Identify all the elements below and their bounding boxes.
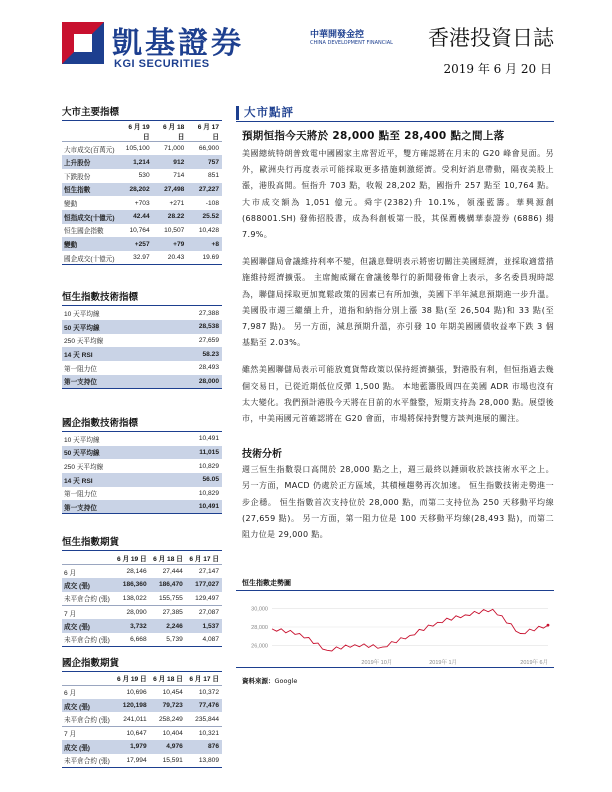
cell: +703 — [134, 199, 150, 207]
row-label: 第一阻力位 — [64, 491, 97, 499]
table-row — [62, 347, 222, 361]
cell: 42.44 — [118, 210, 153, 224]
cell: +271 — [169, 199, 185, 207]
paragraph: 美國聯儲局會議維持利率不變，但議息聲明表示將密切關注美國經濟，並採取適當措施維持經濟擴張。 主席鮑威爾在會議後舉行的新聞發佈會上表示，多名委員現時認為，聯儲局採取更加寬鬆政策的因素已有所加強，美國下半年減息預期進一步升溫。 美國股市週三繼續上升，道指和納指分別上漲 38 點(至 26,504 點)和 33 點(至 7,987 點)。 另一方面，減息預期升溫，亦引發 10 年期美國國債收益率下跌 3 個基點至 2.03%。 — [242, 257, 554, 348]
cell: 129,497 — [195, 594, 219, 602]
cell: 10,372 — [186, 685, 222, 699]
cell: 155,755 — [158, 594, 183, 602]
cell: 56.05 — [163, 473, 223, 487]
cell: 13,809 — [186, 754, 222, 768]
column-header: 6 月 19 日 — [128, 124, 150, 141]
table-row — [62, 754, 222, 768]
chart-source — [242, 676, 297, 685]
cell: 28,090 — [113, 606, 149, 620]
cell: 25.52 — [187, 210, 222, 224]
paragraph: 雖然美國聯儲局表示可能放寬貨幣政策以保持經濟擴張，對港股有利，但恒指過去幾個交易日，已從近期低位反彈 1,500 點。 本地藍籌股周四在美國 ADR 市場也沒有太大變化。我們預計港股今天將在目前的水平盤整，短期支持為 28,000 點。展望後市，中美兩國元首確認將在 G20 會面，市場將保持對雙方談判進展的關注。 — [242, 365, 554, 424]
row-label: 上升股份 — [62, 155, 118, 169]
y-tick-label: 28,000 — [251, 625, 268, 631]
main-commentary — [236, 104, 554, 543]
table-row — [62, 251, 222, 265]
cell: 27,388 — [198, 309, 219, 317]
cell: 120,198 — [113, 699, 149, 713]
cell: 27,227 — [187, 183, 222, 197]
cell: 19.69 — [187, 251, 222, 265]
row-label: 未平倉合約 (張) — [62, 754, 113, 768]
row-label: 第一支持位 — [62, 375, 163, 389]
x-tick-label: 2019年 1月 — [429, 660, 458, 666]
row-label: 恒生指數 — [62, 183, 118, 197]
row-label: 10 天平均線 — [64, 436, 100, 444]
row-label: 大市成交(百萬元) — [62, 142, 118, 156]
x-tick-label: 2019年 10月 — [361, 660, 393, 666]
cell: 10,829 — [198, 462, 219, 470]
cell: +8 — [187, 237, 222, 251]
row-label: 14 天 RSI — [62, 473, 163, 487]
hscei-futures-table — [62, 672, 222, 768]
row-label: 6 月 — [62, 685, 113, 699]
row-label: 未平倉合約 (張) — [62, 633, 113, 647]
cell: 10,404 — [150, 726, 186, 740]
row-label: 250 天平均線 — [64, 338, 104, 346]
hsi-futures-title: 恒生指數期貨 — [62, 534, 222, 551]
cell: 177,027 — [186, 578, 222, 592]
row-label: 50 天平均線 — [62, 320, 163, 334]
table-row — [62, 726, 222, 740]
market-indicators-title: 大市主要指標 — [62, 104, 222, 121]
table-row — [62, 196, 222, 210]
cell: 2,246 — [150, 619, 186, 633]
source-name: Google — [274, 677, 298, 685]
column-header: 6 月 17 日 — [197, 124, 219, 141]
hsi-futures-block — [62, 534, 222, 647]
technical-paragraph: 週三恒生指數裂口高開於 28,000 點之上，週三最終以錘頭收於該技術水平之上。 另一方面，MACD 仍處於正方區域，其積極趨勢再次加速。 恒生指數技術走勢進一步企穩。 恒生指數首次支持位於 28,000 點，而第二支持位為 250 天移動平均線 (27,659 點)。 另一方面，第一阻力位是 100 天移動平均線(28,493 點)，而第二阻力位是 29,000 點。 — [242, 465, 554, 540]
row-label: 10 天平均線 — [64, 311, 100, 319]
cell: 27,498 — [153, 183, 188, 197]
table-row — [62, 237, 222, 251]
cell: 851 — [207, 172, 219, 180]
table-row — [62, 306, 222, 320]
cell: -108 — [205, 199, 219, 207]
table-row — [62, 592, 222, 606]
cell: 235,844 — [195, 715, 219, 723]
table-row — [62, 432, 222, 446]
cell: 10,321 — [186, 726, 222, 740]
cell: 186,470 — [150, 578, 186, 592]
cell: 10,491 — [163, 500, 223, 514]
table-row — [62, 619, 222, 633]
hscei-technical-block — [62, 415, 222, 515]
commentary-header — [236, 104, 554, 122]
cell: 4,976 — [150, 740, 186, 754]
column-header: 6 月 18 日 — [153, 676, 183, 684]
cell: 66,900 — [187, 142, 222, 156]
cell: 28.22 — [153, 210, 188, 224]
cell: 10,507 — [164, 226, 185, 234]
paragraph: 美國總統特朗普致電中國國家主席習近平，雙方確認將在月末的 G20 峰會見面。另外，歐洲央行再度表示可能採取更多措施刺激經濟。受利好消息帶動，隔夜美股上漲，港股高開。恒指升 703 點，收報 28,202 點，國指升 257 點至 10,764 點。大市成交額為 1,051 億元。舜宇(2382)升 10.1%，領漲藍籌。華興源創 (688001.SH) 發佈招股書，成為科創板第一股，其保薦機構華泰證券 (6886) 揚 7.9%。 — [242, 149, 554, 240]
market-indicators-table — [62, 121, 222, 265]
column-header: 6 月 18 日 — [163, 124, 185, 141]
commentary-section-title: 大市點評 — [244, 105, 294, 119]
row-label: 7 月 — [62, 726, 113, 740]
table-row — [62, 564, 222, 578]
cell: 28,493 — [198, 364, 219, 372]
row-label: 7 月 — [62, 606, 113, 620]
table-row — [62, 183, 222, 197]
cell: 10,647 — [113, 726, 149, 740]
cell: 4,087 — [186, 633, 222, 647]
table-row — [62, 685, 222, 699]
hscei-futures-title: 國企指數期貨 — [62, 655, 222, 672]
row-label: 第一支持位 — [62, 500, 163, 514]
cell: 10,764 — [129, 226, 150, 234]
cell: 27,659 — [198, 336, 219, 344]
partner-logo-en: CHINA DEVELOPMENT FINANCIAL — [310, 40, 393, 46]
hsi-futures-table — [62, 551, 222, 647]
table-row — [62, 606, 222, 620]
cell: 876 — [186, 740, 222, 754]
row-label: 恒生國企指數 — [64, 228, 104, 236]
hsi-line-chart — [236, 591, 554, 667]
cell: +257 — [118, 237, 153, 251]
table-row — [62, 446, 222, 460]
column-header: 6 月 17 日 — [189, 676, 219, 684]
brand-name-en: KGI SECURITIES — [114, 58, 210, 70]
row-label: 變動 — [64, 201, 78, 209]
cell: 3,732 — [113, 619, 149, 633]
cell: 714 — [173, 172, 185, 180]
headline: 預期恒指今天將於 28,000 點至 28,400 點之間上落 — [242, 130, 505, 142]
cell: 241,011 — [123, 715, 147, 723]
cell: 15,591 — [150, 754, 186, 768]
cell: 5,739 — [150, 633, 186, 647]
table-row — [62, 487, 222, 501]
cell: 10,696 — [113, 685, 149, 699]
kgi-logo-icon — [62, 22, 104, 64]
column-header: 6 月 19 日 — [116, 555, 147, 563]
table-row — [62, 375, 222, 389]
row-label: 50 天平均線 — [62, 446, 163, 460]
hscei-technical-title: 國企指數技術指標 — [62, 415, 222, 432]
last-point — [547, 624, 550, 627]
table-row — [62, 334, 222, 348]
hscei-futures-block — [62, 655, 222, 768]
cell: 757 — [187, 155, 222, 169]
cell: 27,385 — [150, 606, 186, 620]
table-row — [62, 169, 222, 183]
hsi-technical-table — [62, 306, 222, 389]
table-row — [62, 224, 222, 238]
cell: 32.97 — [118, 251, 153, 265]
left-sidebar — [62, 104, 222, 768]
row-label: 成交 (張) — [62, 740, 113, 754]
table-row — [62, 459, 222, 473]
table-row — [62, 473, 222, 487]
publication-title: 香港投資日誌 — [428, 26, 554, 50]
cell: 27,087 — [186, 606, 222, 620]
cell: 138,022 — [122, 594, 147, 602]
cell: 77,476 — [186, 699, 222, 713]
table-row — [62, 633, 222, 647]
x-tick-label: 2019年 6月 — [520, 660, 549, 666]
table-row — [62, 500, 222, 514]
cell: 28,000 — [163, 375, 223, 389]
cell: 10,829 — [198, 489, 219, 497]
cell: 79,723 — [150, 699, 186, 713]
cell: 17,994 — [113, 754, 149, 768]
technical-analysis-title: 技術分析 — [242, 449, 282, 461]
chart-title: 恒生指數走勢圖 — [242, 579, 291, 587]
y-tick-label: 30,000 — [251, 606, 268, 613]
row-label: 成交 (張) — [62, 619, 113, 633]
row-label: 變動 — [62, 237, 118, 251]
cell: 28,202 — [118, 183, 153, 197]
row-label: 6 月 — [62, 564, 113, 578]
cell: 28,146 — [113, 564, 149, 578]
section-marker — [236, 106, 239, 120]
cell: 58.23 — [163, 347, 223, 361]
market-indicators-block — [62, 104, 222, 265]
cell: 10,454 — [150, 685, 186, 699]
row-label: 第一阻力位 — [64, 365, 97, 373]
table-row — [62, 142, 222, 156]
row-label: 國企成交(十億元) — [62, 251, 118, 265]
series-line — [272, 609, 548, 651]
partner-logo-cn: 中華開發金控 — [310, 30, 365, 40]
source-label: 資料來源： — [242, 677, 275, 685]
y-tick-label: 26,000 — [251, 643, 268, 650]
cell: 1,537 — [186, 619, 222, 633]
cell: 27,147 — [186, 564, 222, 578]
cell: 27,444 — [150, 564, 186, 578]
table-row — [62, 361, 222, 375]
column-header: 6 月 17 日 — [189, 555, 219, 563]
cell: 10,491 — [198, 435, 219, 443]
cell: 530 — [138, 172, 150, 180]
cell: 105,100 — [118, 142, 153, 156]
brand-name-cn: 凱基證券 — [112, 26, 244, 61]
hscei-technical-table — [62, 432, 222, 515]
cell: 28,538 — [163, 320, 223, 334]
cell: 1,214 — [118, 155, 153, 169]
row-label: 下跌股份 — [64, 173, 91, 181]
cell: 71,000 — [153, 142, 188, 156]
cell: +79 — [153, 237, 188, 251]
row-label: 未平倉合約 (張) — [64, 717, 110, 725]
cell: 186,360 — [113, 578, 149, 592]
cell: 1,979 — [113, 740, 149, 754]
table-row — [62, 712, 222, 726]
cell: 10,428 — [198, 226, 219, 234]
column-header: 6 月 19 日 — [116, 676, 147, 684]
table-row — [62, 210, 222, 224]
cell: 6,668 — [113, 633, 149, 647]
publication-date: 2019 年 6 月 20 日 — [443, 62, 552, 76]
table-row — [62, 740, 222, 754]
page-header — [0, 0, 612, 92]
row-label: 未平倉合約 (張) — [64, 596, 110, 604]
table-row — [62, 699, 222, 713]
hsi-technical-title: 恒生指數技術指標 — [62, 289, 222, 306]
cell: 912 — [153, 155, 188, 169]
hsi-technical-block — [62, 289, 222, 389]
table-row — [62, 155, 222, 169]
cell: 11,015 — [163, 446, 223, 460]
row-label: 成交 (張) — [62, 699, 113, 713]
chart-frame — [236, 590, 554, 668]
row-label: 14 天 RSI — [62, 347, 163, 361]
table-row — [62, 578, 222, 592]
row-label: 恒指成交(十億元) — [62, 210, 118, 224]
row-label: 250 天平均線 — [64, 464, 104, 472]
cell: 20.43 — [153, 251, 188, 265]
row-label: 成交 (張) — [62, 578, 113, 592]
table-row — [62, 320, 222, 334]
column-header: 6 月 18 日 — [153, 555, 183, 563]
cell: 258,249 — [158, 715, 183, 723]
